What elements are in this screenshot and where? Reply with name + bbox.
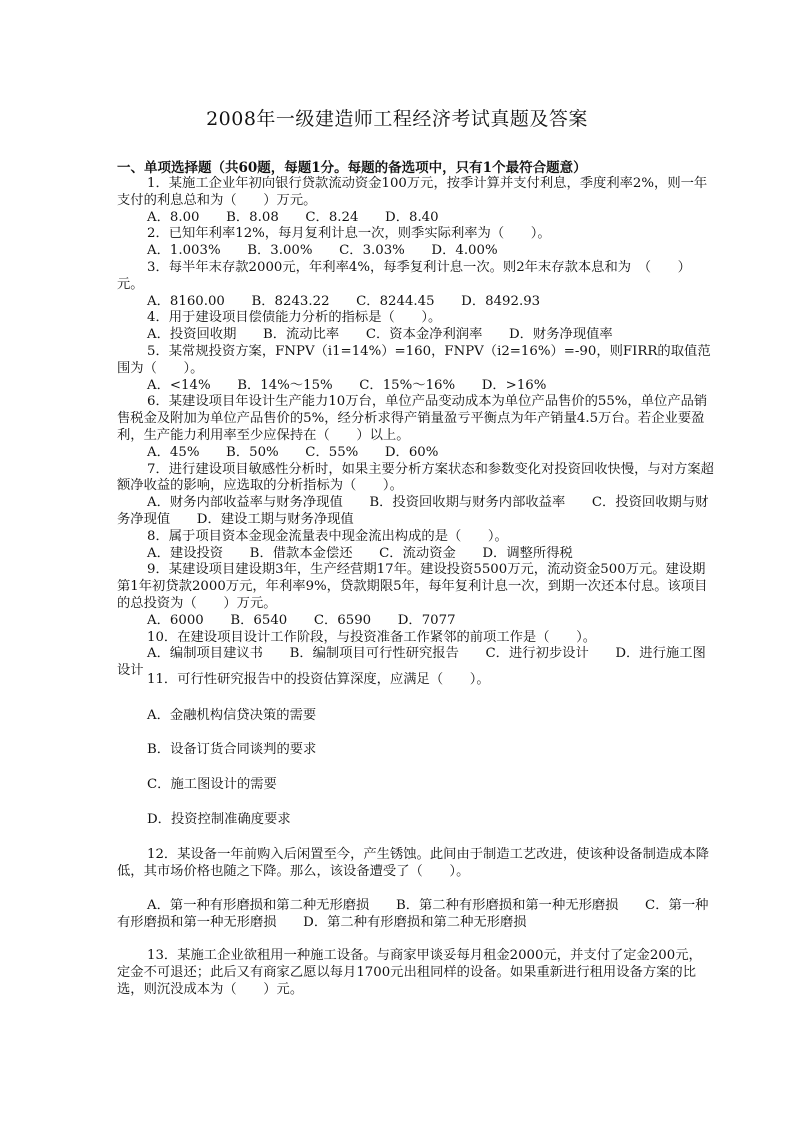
question-3 bbox=[117, 260, 715, 310]
question-options: A．45% B．50% C．55% D．60% bbox=[147, 444, 439, 460]
question-option bbox=[117, 777, 715, 794]
question-stem: 10．在建设项目设计工作阶段，与投资准备工作紧邻的前项工作是（ ）。 bbox=[147, 629, 597, 645]
question-options: A．6000 B．6540 C．6590 D．7077 bbox=[147, 612, 456, 628]
section-heading: 一、单项选择题（共60题，每题1分。每题的备选项中，只有1个最符合题意） bbox=[117, 160, 587, 176]
question-stem: 8．属于项目资本金现金流量表中现金流出构成的是（ ）。 bbox=[147, 528, 508, 544]
question-stem: 5．某常规投资方案，FNPV（i1=14%）=160，FNPV（i2=16%）=-90，则FIRR的取值范围为（ ）。 bbox=[117, 343, 711, 376]
question-7 bbox=[117, 462, 715, 529]
option-c: C．施工图设计的需要 bbox=[147, 777, 277, 792]
question-stem: 6．某建设项目年设计生产能力10万台，单位产品变动成本为单位产品售价的55%，单位产品销售税金及附加为单位产品售价的5%，经分析求得产销量盈亏平衡点为年产销量4.5万台。若企业要盈利，生产能力利用率至少应保持在（ ）以上。 bbox=[117, 394, 708, 443]
question-option bbox=[117, 812, 715, 829]
question-options: A．建设投资 B．借款本金偿还 C．流动资金 D．调整所得税 bbox=[147, 545, 573, 561]
question-stem: 2．已知年利率12%，每月复利计息一次，则季实际利率为（ ）。 bbox=[147, 226, 551, 242]
question-option bbox=[117, 708, 715, 725]
question-9 bbox=[117, 562, 715, 629]
question-11 bbox=[117, 672, 715, 689]
option-a: A．金融机构信贷决策的需要 bbox=[147, 708, 317, 723]
question-1 bbox=[117, 176, 715, 226]
question-stem: 11．可行性研究报告中的投资估算深度，应满足（ ）。 bbox=[147, 672, 490, 687]
question-stem: 12．某设备一年前购入后闲置至今，产生锈蚀。此间由于制造工艺改进，使该种设备制造成本降低，其市场价格也随之下降。那么，该设备遭受了（ ）。 bbox=[117, 847, 710, 879]
question-options: A．第一种有形磨损和第二种无形磨损 B．第二种有形磨损和第一种无形磨损 C．第一种有形磨损和第一种无形磨损 D．第二种有形磨损和第二种无形磨损 bbox=[117, 898, 709, 930]
question-option bbox=[117, 742, 715, 759]
question-options: A．财务内部收益率与财务净现值 B．投资回收期与财务内部收益率 C．投资回收期与财务净现值 D．建设工期与财务净现值 bbox=[117, 495, 709, 527]
question-12 bbox=[117, 847, 715, 881]
document-title: 2008年一级建造师工程经济考试真题及答案 bbox=[206, 108, 588, 130]
question-stem: 1．某施工企业年初向银行贷款流动资金100万元，按季计算并支付利息，季度利率2%，则一年支付的利息总和为（ ）万元。 bbox=[117, 176, 708, 208]
question-options: A．1.003% B．3.00% C．3.03% D．4.00% bbox=[147, 243, 498, 259]
question-stem: 4．用于建设项目偿债能力分析的指标是（ ）。 bbox=[147, 310, 442, 326]
option-b: B．设备订货合同谈判的要求 bbox=[147, 742, 317, 757]
question-8 bbox=[117, 529, 715, 563]
question-list bbox=[117, 176, 715, 680]
option-d: D．投资控制准确度要求 bbox=[147, 812, 291, 827]
question-2 bbox=[117, 226, 715, 260]
question-stem: 13．某施工企业欲租用一种施工设备。与商家甲谈妥每月租金2000元，并支付了定金200元，定金不可退还；此后又有商家乙愿以每月1700元出租同样的设备。如果重新进行租用设备方案的比选，则沉没成本为（ ）元。 bbox=[117, 948, 702, 997]
question-options: A．投资回收期 B．流动比率 C．资本金净利润率 D．财务净现值率 bbox=[147, 327, 613, 343]
question-4 bbox=[117, 310, 715, 344]
question-12-options bbox=[117, 898, 715, 932]
question-options: A．8160.00 B．8243.22 C．8244.45 D．8492.93 bbox=[147, 293, 541, 309]
question-options: A．8.00 B．8.08 C．8.24 D．8.40 bbox=[147, 209, 439, 225]
question-13 bbox=[117, 948, 715, 998]
question-stem: 3．每半年末存款2000元，年利率4%，每季复利计息一次。则2年末存款本息和为 （ ）元。 bbox=[117, 259, 691, 292]
question-6 bbox=[117, 394, 715, 461]
question-5 bbox=[117, 344, 715, 394]
question-options: A．<14% B．14%～15% C．15%～16% D．>16% bbox=[147, 377, 547, 393]
question-stem: 7．进行建设项目敏感性分析时，如果主要分析方案状态和参数变化对投资回收快慢，与对方案超额净收益的影响，应选取的分析指标为（ ）。 bbox=[117, 461, 714, 494]
question-stem: 9．某建设项目建设期3年，生产经营期17年。建设投资5500万元，流动资金500万元。建设期第1年初贷款2000万元，年利率9%，贷款期限5年，每年复利计息一次，到期一次还本付息。该项目的总投资为（ ）万元。 bbox=[117, 562, 708, 611]
question-options: A．编制项目建议书 B．编制项目可行性研究报告 C．进行初步设计 D．进行施工图设计 bbox=[117, 646, 706, 679]
